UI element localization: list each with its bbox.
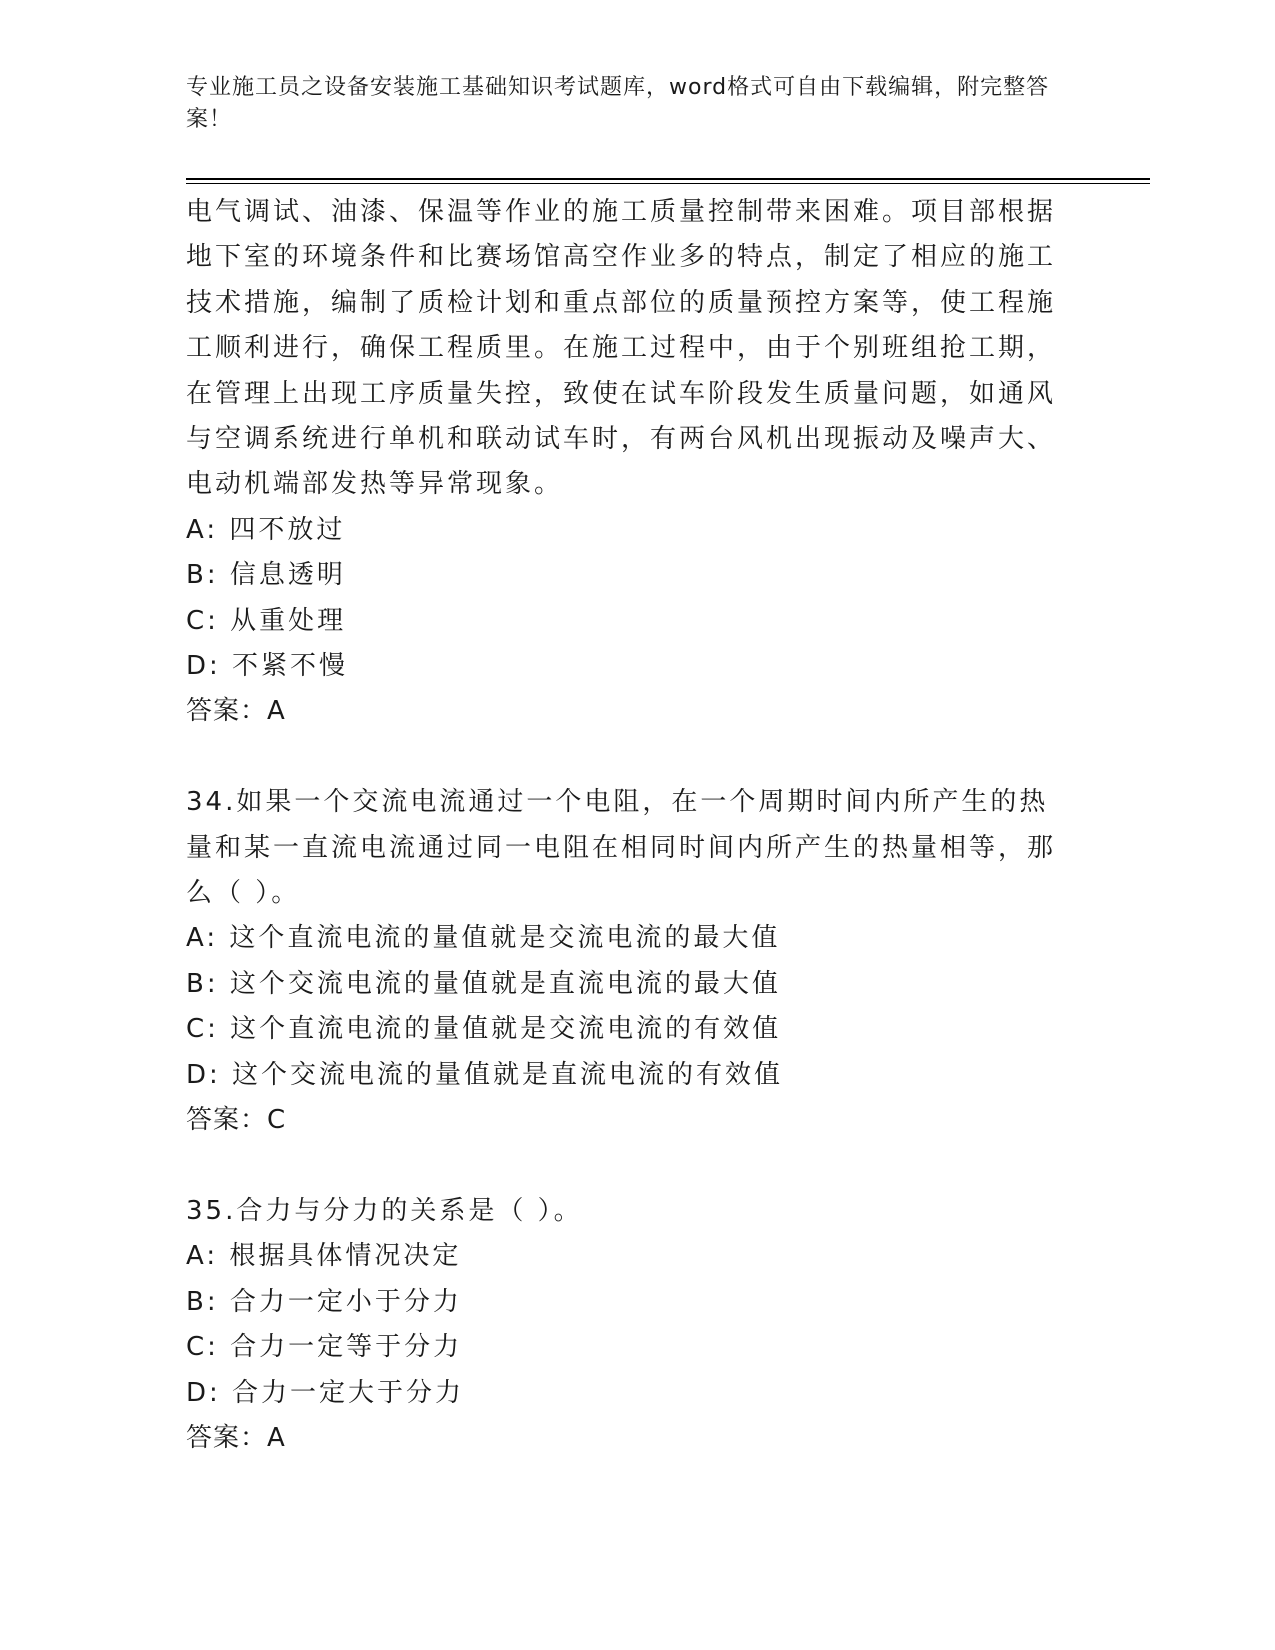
- question-34-answer: 答案：C: [186, 1105, 287, 1136]
- header-rule-thin: [186, 183, 1150, 184]
- intro-option-c: C: 从重处理: [186, 605, 347, 636]
- intro-paragraph: 电气调试、油漆、保温等作业的施工质量控制带来困难。项目部根据地下室的环境条件和比赛场馆高空作业多的特点，制定了相应的施工技术措施，编制了质检计划和重点部位的质量预控方案等，使工程施工顺利进行，确保工程质里。在施工过程中，由于个别班组抢工期，在管理上出现工序质量失控，致使在试车阶段发生质量问题，如通风与空调系统进行单机和联动试车时，有两台风机出现振动及噪声大、电动机端部发热等异常现象。: [186, 197, 1057, 500]
- intro-option-b: B: 信息透明: [186, 560, 346, 591]
- question-35-option-c: C: 合力一定等于分力: [186, 1332, 463, 1363]
- question-35-option-d: D: 合力一定大于分力: [186, 1377, 465, 1408]
- intro-answer: 答案：A: [186, 696, 286, 727]
- header-rule-thick: [186, 178, 1150, 180]
- document-header: 专业施工员之设备安装施工基础知识考试题库，word格式可自由下载编辑，附完整答案！: [186, 75, 1050, 132]
- question-35-option-a: A: 根据具体情况决定: [186, 1241, 462, 1272]
- question-35-option-b: B: 合力一定小于分力: [186, 1286, 462, 1317]
- question-34-option-c: C: 这个直流电流的量值就是交流电流的有效值: [186, 1014, 782, 1045]
- intro-option-a: A: 四不放过: [186, 514, 346, 545]
- spacer: [186, 735, 1066, 780]
- question-34-option-a: A: 这个直流电流的量值就是交流电流的最大值: [186, 923, 781, 954]
- question-34-option-d: D: 这个交流电流的量值就是直流电流的有效值: [186, 1059, 784, 1090]
- spacer: [186, 1144, 1066, 1189]
- document-body: [186, 190, 1066, 1461]
- question-34-option-b: B: 这个交流电流的量值就是直流电流的最大值: [186, 968, 781, 999]
- intro-option-d: D: 不紧不慢: [186, 651, 349, 682]
- question-35-text: 35.合力与分力的关系是（ ）。: [186, 1195, 583, 1226]
- question-34-text: 34.如果一个交流电流通过一个电阻，在一个周期时间内所产生的热量和某一直流电流通过同一电阻在相同时间内所产生的热量相等，那么（ ）。: [186, 787, 1057, 909]
- question-35-answer: 答案：A: [186, 1422, 286, 1453]
